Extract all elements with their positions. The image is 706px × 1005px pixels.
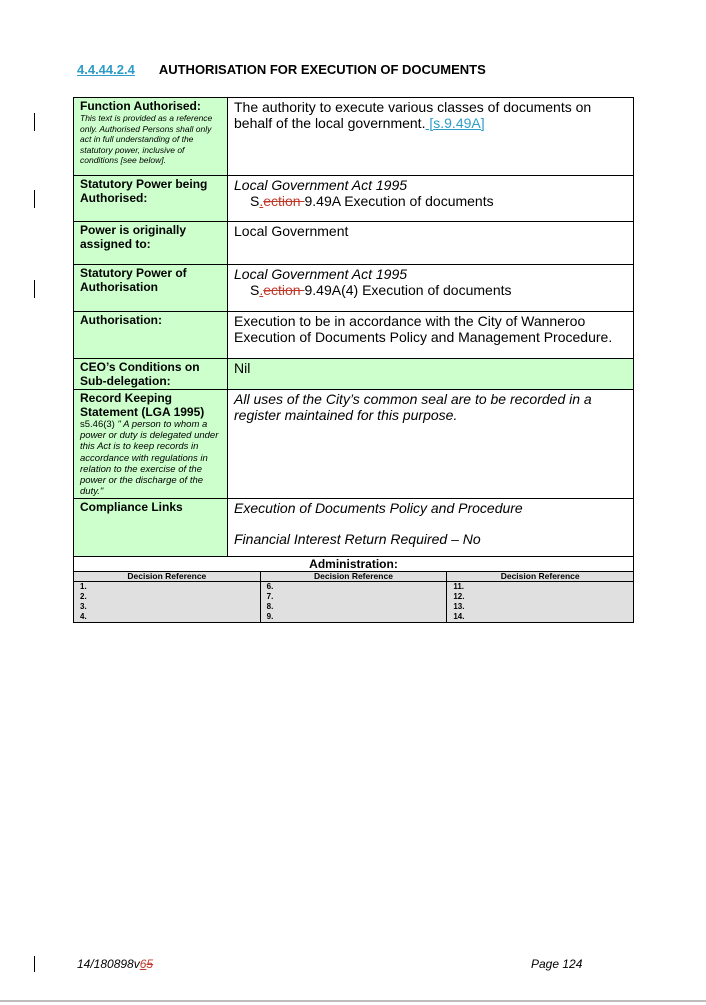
- change-bar: [34, 280, 35, 298]
- list-item: 9.: [266, 612, 274, 621]
- administration-table: [73, 556, 634, 623]
- section-number[interactable]: [77, 62, 135, 77]
- section-number-inserted: 4.2.4: [105, 62, 135, 77]
- authorisation-table: [73, 97, 634, 561]
- record-keeping-label: Record Keeping Statement (LGA 1995): [80, 391, 205, 419]
- administration-title: Administration:: [74, 557, 634, 572]
- row-label-conditions: CEO’s Conditions on Sub-delegation:: [74, 359, 228, 390]
- table-row: [74, 557, 634, 572]
- row-value-statutory-power: [228, 176, 634, 222]
- list-item: 4.: [80, 612, 87, 621]
- row-value-conditions: Nil: [228, 359, 634, 390]
- decision-reference-header: Decision Reference: [447, 572, 634, 582]
- document-reference-text: 14/180898v: [77, 957, 140, 971]
- table-row: [74, 582, 634, 623]
- row-value-power-of-authorisation: [228, 265, 634, 312]
- change-bar: [34, 190, 35, 208]
- table-row: [74, 390, 634, 499]
- decision-list-3: [447, 582, 634, 623]
- row-label-compliance: Compliance Links: [74, 499, 228, 561]
- table-row: [74, 572, 634, 582]
- function-label: Function Authorised:: [80, 99, 201, 113]
- section-text: 9.49A Execution of documents: [304, 193, 494, 209]
- row-label-statutory-power: Statutory Power being Authorised:: [74, 176, 228, 222]
- section-reference: [234, 193, 627, 209]
- section-reference: [234, 282, 627, 298]
- list-item: 11.: [453, 582, 464, 591]
- section-number-deleted: 4.4.4: [77, 62, 106, 77]
- inserted-text: .: [259, 193, 264, 209]
- table-row: [74, 499, 634, 561]
- section-prefix: S: [250, 193, 260, 209]
- table-row: [74, 176, 634, 222]
- list-item: 7.: [266, 592, 274, 601]
- compliance-financial-interest: Financial Interest Return Required – No: [234, 531, 481, 548]
- list-item: 8.: [266, 602, 274, 611]
- list-item: 1.: [80, 582, 87, 591]
- record-keeping-note: [80, 419, 221, 497]
- act-name: Local Government Act 1995: [234, 266, 408, 282]
- decision-reference-header: Decision Reference: [74, 572, 261, 582]
- row-value-record-keeping: All uses of the City’s common seal are to be recorded in a register maintained for this purpose.: [228, 390, 634, 499]
- decision-list-1: [74, 582, 261, 623]
- deleted-text: ection: [263, 282, 305, 298]
- record-keeping-note-prefix: s5.46(3): [80, 419, 118, 430]
- record-keeping-note-quote: " A person to whom a power or duty is delegated under this Act is to keep records in accordance with regulations in relation to the exercise of the power or the discharge of the duty.": [80, 419, 219, 498]
- list-item: 13.: [453, 602, 465, 611]
- section-prefix: S: [250, 282, 260, 298]
- row-value-assigned: Local Government: [228, 222, 634, 265]
- row-label-record-keeping: [74, 390, 228, 499]
- list-item: 2.: [80, 592, 87, 601]
- section-text: 9.49A(4) Execution of documents: [304, 282, 512, 298]
- list-item: 6.: [266, 582, 274, 591]
- row-label-power-of-authorisation: Statutory Power of Authorisation: [74, 265, 228, 312]
- row-value-compliance: [228, 499, 634, 561]
- table-row: [74, 265, 634, 312]
- row-value-function: [228, 98, 634, 176]
- list-item: 12.: [453, 592, 465, 601]
- change-bar: [34, 956, 35, 972]
- section-heading: [77, 62, 486, 77]
- act-name: Local Government Act 1995: [234, 177, 408, 193]
- table-row: [74, 312, 634, 359]
- row-label-function: [74, 98, 228, 176]
- section-title: AUTHORISATION FOR EXECUTION OF DOCUMENTS: [158, 62, 486, 77]
- table-row: [74, 359, 634, 390]
- decision-reference-header: Decision Reference: [260, 572, 447, 582]
- decision-list-2: [260, 582, 447, 623]
- section-link[interactable]: [s.9.49A]: [425, 115, 485, 131]
- function-value: The authority to execute various classes of documents on behalf of the local government.: [234, 99, 592, 131]
- row-label-authorisation: Authorisation:: [74, 312, 228, 359]
- deleted-text: 5: [146, 957, 154, 971]
- table-row: [74, 222, 634, 265]
- list-item: 3.: [80, 602, 87, 611]
- change-bar: [34, 113, 35, 131]
- function-note: This text is provided as a reference only. Authorised Persons shall only act in full understanding of the statutory power, inclusive of conditions [see below].: [80, 113, 213, 165]
- list-item: 14.: [453, 612, 465, 621]
- inserted-text: 6: [139, 957, 147, 971]
- document-reference: [77, 957, 153, 971]
- compliance-policy: Execution of Documents Policy and Procedure: [234, 500, 523, 517]
- row-value-authorisation: Execution to be in accordance with the City of Wanneroo Execution of Documents Policy and Management Procedure.: [228, 312, 634, 359]
- deleted-text: ection: [263, 193, 305, 209]
- page-number: Page 124: [531, 957, 583, 971]
- row-label-assigned: Power is originally assigned to:: [74, 222, 228, 265]
- table-row: [74, 98, 634, 176]
- page-edge: [0, 1000, 706, 1002]
- inserted-text: .: [259, 282, 264, 298]
